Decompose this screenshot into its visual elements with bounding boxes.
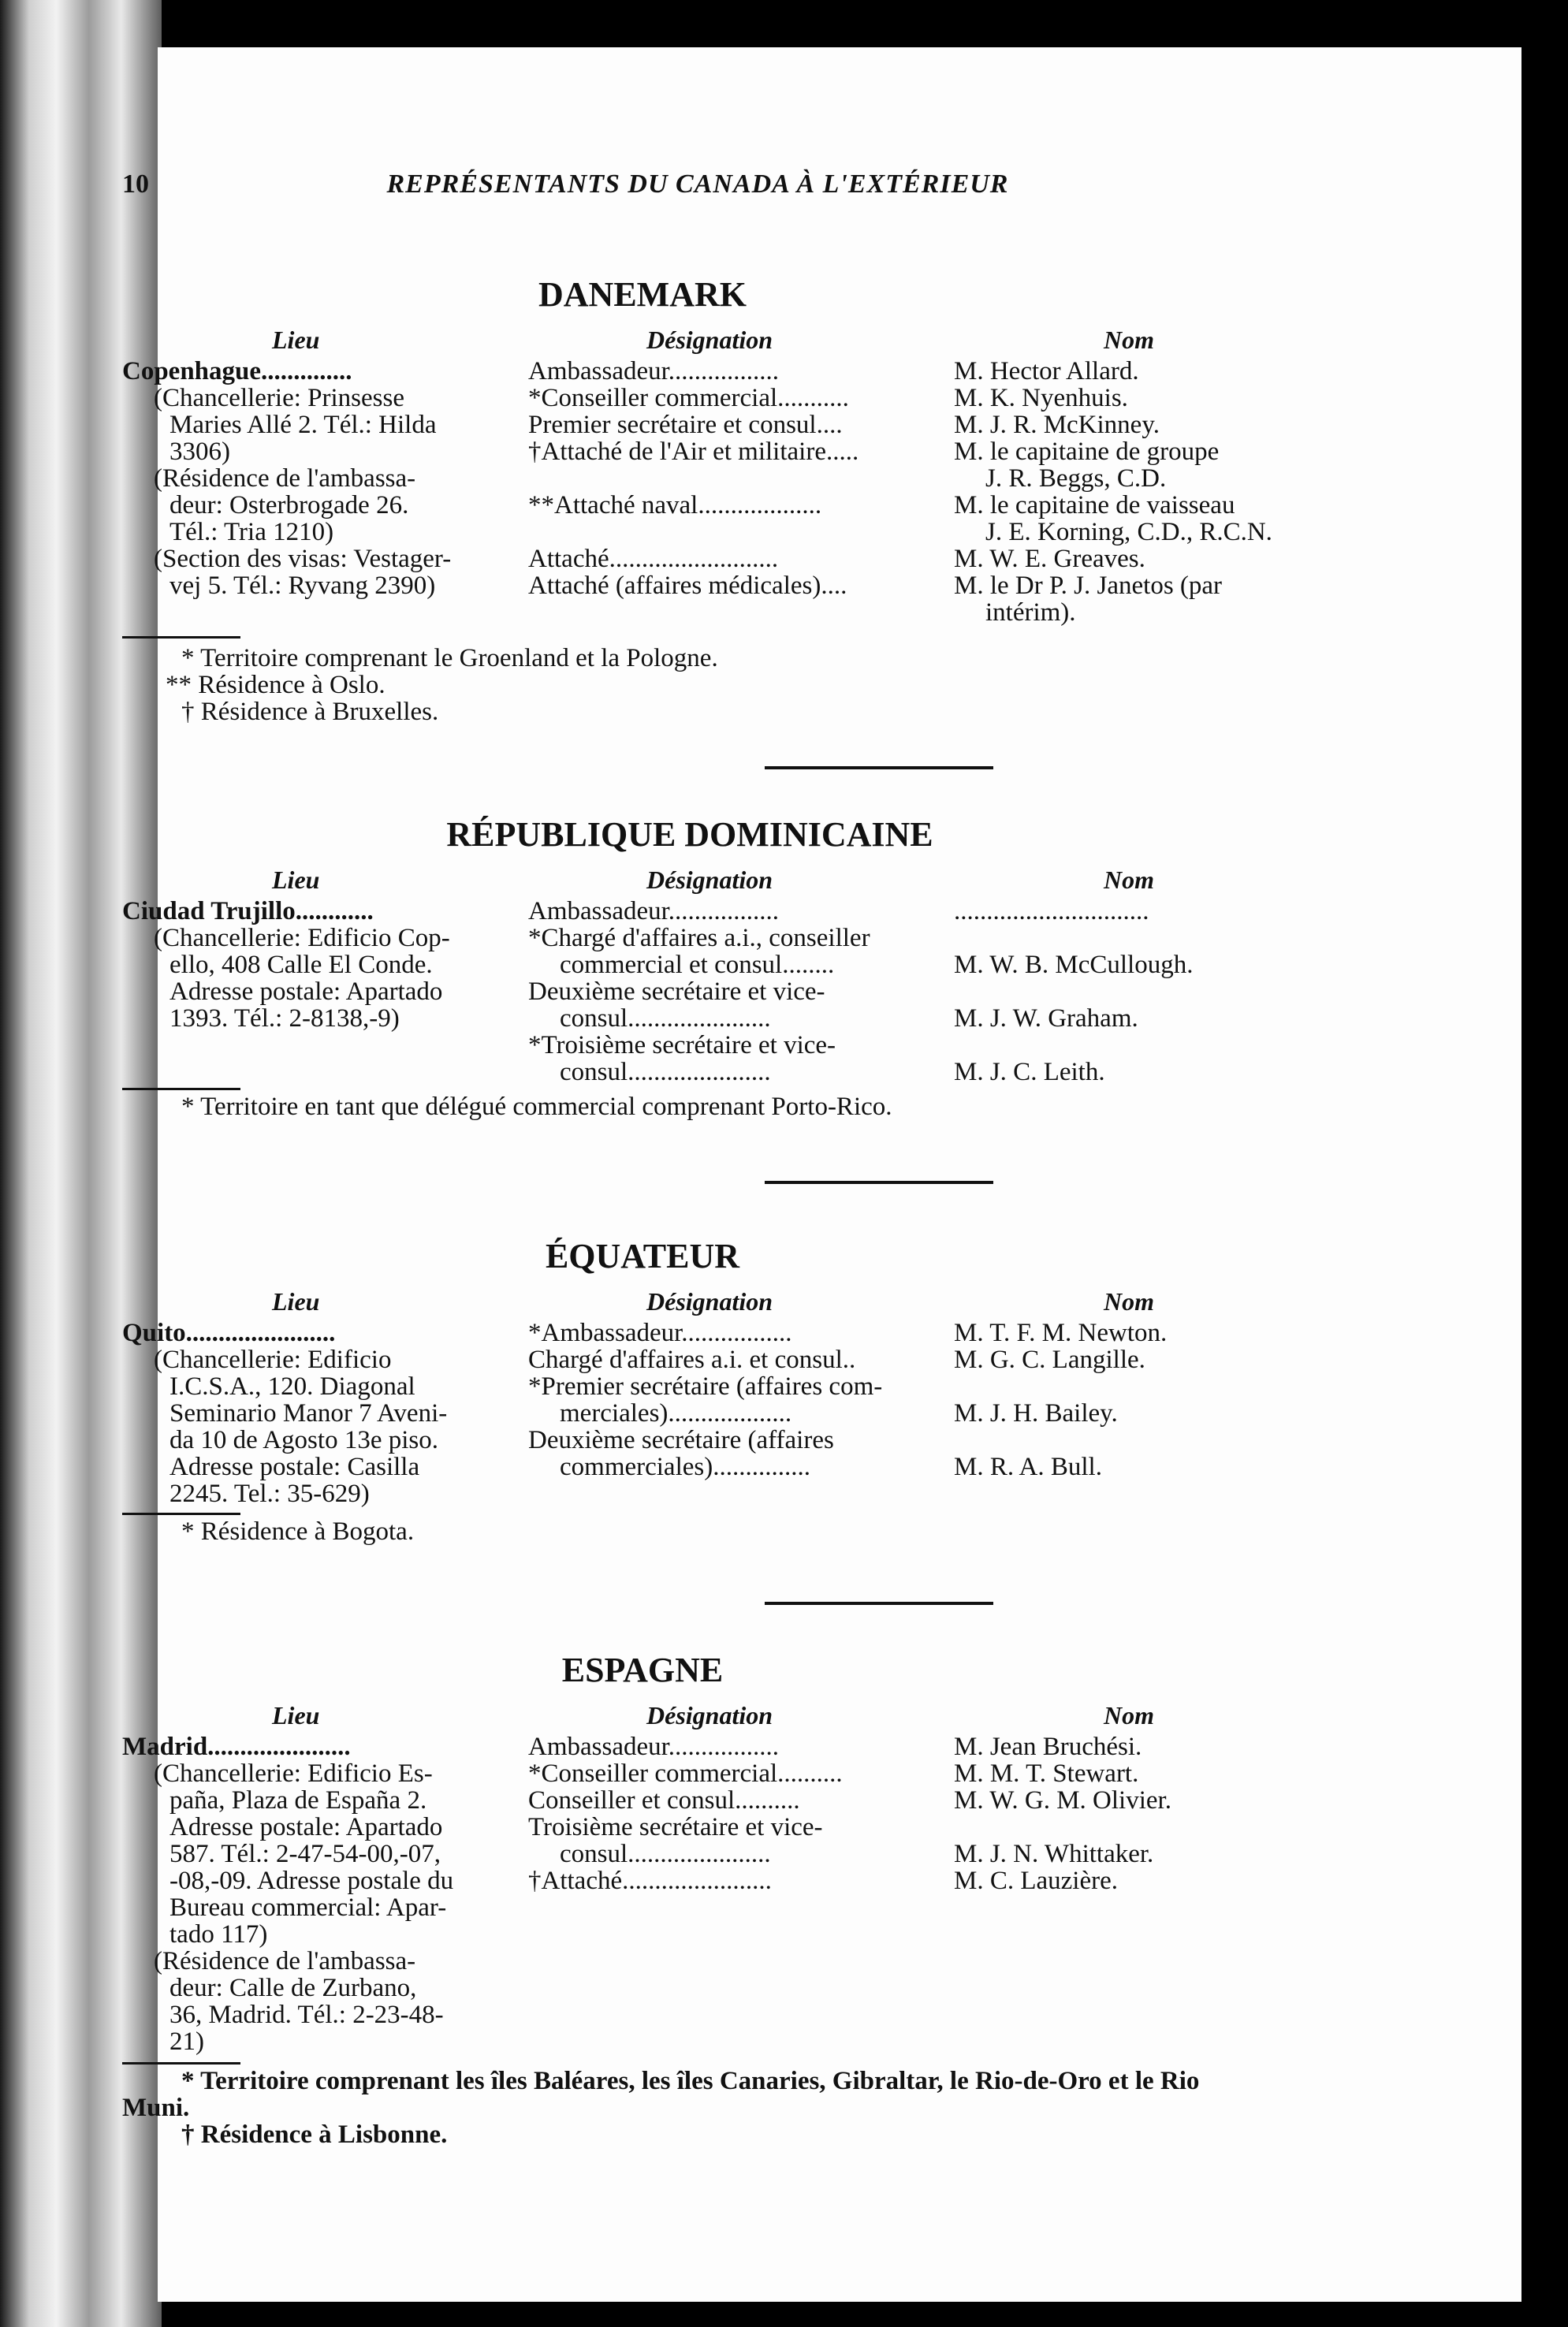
column-nom: Nom bbox=[1104, 1287, 1154, 1316]
address-line: vej 5. Tél.: Ryvang 2390) bbox=[169, 572, 436, 600]
section-separator bbox=[765, 1181, 993, 1184]
name-line: M. le capitaine de vaisseau bbox=[954, 491, 1235, 519]
designation-line: Chargé d'affaires a.i. et consul.. bbox=[528, 1346, 856, 1374]
name-line: M. J. W. Graham. bbox=[954, 1004, 1138, 1033]
address-line: Tél.: Tria 1210) bbox=[169, 518, 334, 546]
name-line: J. E. Korning, C.D., R.C.N. bbox=[985, 518, 1272, 546]
designation-column bbox=[528, 898, 946, 1085]
column-designation: Désignation bbox=[646, 1701, 773, 1729]
name-line: M. G. C. Langille. bbox=[954, 1346, 1145, 1374]
address-line: (Résidence de l'ambassa- bbox=[154, 1947, 416, 1975]
footnote-rule bbox=[122, 2062, 240, 2065]
footnote: ** Résidence à Oslo. bbox=[166, 671, 385, 699]
footnote: † Résidence à Lisbonne. bbox=[181, 2120, 448, 2149]
address-line: (Chancellerie: Edificio bbox=[154, 1346, 392, 1374]
designation-line: Ambassadeur................. bbox=[528, 357, 780, 385]
address-line: da 10 de Agosto 13e piso. bbox=[169, 1426, 438, 1454]
name-line: M. M. T. Stewart. bbox=[954, 1759, 1139, 1788]
designation-line: commerciales)............... bbox=[560, 1453, 810, 1481]
designation-line: Troisième secrétaire et vice- bbox=[528, 1813, 823, 1841]
nom-column bbox=[954, 1320, 1348, 1480]
designation-line: Deuxième secrétaire et vice- bbox=[528, 977, 825, 1006]
section-separator bbox=[765, 1602, 993, 1605]
name-line bbox=[954, 925, 1348, 951]
city-name: Madrid...................... bbox=[122, 1733, 351, 1761]
section-title: RÉPUBLIQUE DOMINICAINE bbox=[446, 815, 933, 854]
column-lieu: Lieu bbox=[272, 326, 320, 354]
designation-line: Ambassadeur................. bbox=[528, 897, 780, 925]
lieu-column bbox=[122, 1733, 512, 2055]
name-line bbox=[954, 1814, 1348, 1841]
address-line: deur: Calle de Zurbano, bbox=[169, 1974, 417, 2002]
column-lieu: Lieu bbox=[272, 1701, 320, 1729]
designation-column bbox=[528, 358, 946, 599]
address-line: (Chancellerie: Edificio Es- bbox=[154, 1759, 433, 1788]
name-line: M. J. R. McKinney. bbox=[954, 411, 1160, 439]
address-line: Seminario Manor 7 Aveni- bbox=[169, 1399, 448, 1428]
name-line: M. K. Nyenhuis. bbox=[954, 384, 1128, 412]
footnotes bbox=[122, 1518, 1320, 1545]
city-name: Copenhague.............. bbox=[122, 357, 352, 385]
footnotes bbox=[122, 1093, 1320, 1120]
address-line: Adresse postale: Apartado bbox=[169, 977, 443, 1006]
column-nom: Nom bbox=[1104, 1701, 1154, 1729]
entries-table bbox=[122, 358, 1320, 630]
designation-line: †Attaché....................... bbox=[528, 1867, 772, 1895]
designation-line: Attaché (affaires médicales).... bbox=[528, 572, 847, 600]
city-name: Ciudad Trujillo............ bbox=[122, 897, 374, 925]
footnotes bbox=[122, 2068, 1320, 2148]
lieu-column bbox=[122, 358, 512, 599]
entries-table bbox=[122, 898, 1320, 1091]
footnote: * Territoire comprenant les îles Baléares, les îles Canaries, Gibraltar, le Rio-de-Oro et le Rio bbox=[181, 2067, 1200, 2095]
address-line: 2245. Tel.: 35-629) bbox=[169, 1480, 370, 1508]
entries-table bbox=[122, 1733, 1320, 2061]
section-equateur bbox=[122, 1238, 1320, 1545]
entries-table bbox=[122, 1320, 1320, 1513]
name-line: M. Jean Bruchési. bbox=[954, 1733, 1142, 1761]
name-line: M. W. E. Greaves. bbox=[954, 545, 1145, 573]
footnotes bbox=[122, 645, 1320, 725]
footnote: * Territoire comprenant le Groenland et la Pologne. bbox=[181, 644, 718, 672]
address-line: 1393. Tél.: 2-8138,-9) bbox=[169, 1004, 400, 1033]
footnote-rule bbox=[122, 636, 240, 639]
column-designation: Désignation bbox=[646, 1287, 773, 1316]
city-name: Quito....................... bbox=[122, 1319, 336, 1347]
running-title: REPRÉSENTANTS DU CANADA À L'EXTÉRIEUR bbox=[386, 169, 1009, 199]
address-line: I.C.S.A., 120. Diagonal bbox=[169, 1372, 415, 1401]
name-line: M. J. H. Bailey. bbox=[954, 1399, 1118, 1428]
designation-line: Deuxième secrétaire (affaires bbox=[528, 1426, 834, 1454]
designation-line: *Troisième secrétaire et vice- bbox=[528, 1031, 836, 1059]
name-line: M. le capitaine de groupe bbox=[954, 437, 1220, 466]
designation-line: *Chargé d'affaires a.i., conseiller bbox=[528, 924, 870, 952]
footnote: * Territoire en tant que délégué commercial comprenant Porto-Rico. bbox=[181, 1093, 892, 1121]
column-headers bbox=[122, 326, 1320, 358]
footnote: * Résidence à Bogota. bbox=[181, 1517, 415, 1546]
address-line: -08,-09. Adresse postale du bbox=[169, 1867, 454, 1895]
name-line: M. T. F. M. Newton. bbox=[954, 1319, 1168, 1347]
column-headers bbox=[122, 1702, 1320, 1733]
designation-line: *Ambassadeur................. bbox=[528, 1319, 792, 1347]
nom-column bbox=[954, 1733, 1348, 1894]
section-title: ESPAGNE bbox=[561, 1651, 724, 1689]
section-separator bbox=[765, 766, 993, 769]
address-line: (Chancellerie: Prinsesse bbox=[154, 384, 404, 412]
column-nom: Nom bbox=[1104, 326, 1154, 354]
designation-column bbox=[528, 1733, 946, 1894]
section-dominicaine bbox=[122, 816, 1320, 1120]
nom-column bbox=[954, 898, 1348, 1085]
name-line: J. R. Beggs, C.D. bbox=[985, 464, 1167, 493]
designation-line: †Attaché de l'Air et militaire..... bbox=[528, 437, 859, 466]
address-line: paña, Plaza de España 2. bbox=[169, 1786, 427, 1815]
address-line: Maries Allé 2. Tél.: Hilda bbox=[169, 411, 437, 439]
footnote-rule bbox=[122, 1513, 240, 1515]
name-line: M. J. N. Whittaker. bbox=[954, 1840, 1154, 1868]
lieu-column bbox=[122, 1320, 512, 1507]
designation-line: Premier secrétaire et consul.... bbox=[528, 411, 843, 439]
column-headers bbox=[122, 1288, 1320, 1320]
address-line: 36, Madrid. Tél.: 2-23-48- bbox=[169, 2001, 444, 2029]
name-line: intérim). bbox=[985, 598, 1076, 627]
designation-line: Attaché.......................... bbox=[528, 545, 779, 573]
designation-column bbox=[528, 1320, 946, 1480]
name-line bbox=[954, 978, 1348, 1005]
footnote: Muni. bbox=[122, 2094, 190, 2122]
lieu-column bbox=[122, 898, 512, 1032]
name-line: M. J. C. Leith. bbox=[954, 1058, 1105, 1086]
name-line bbox=[954, 1032, 1348, 1059]
designation-line: *Conseiller commercial.......... bbox=[528, 1759, 843, 1788]
name-line: .............................. bbox=[954, 897, 1149, 925]
designation-line: consul...................... bbox=[560, 1004, 771, 1033]
column-designation: Désignation bbox=[646, 326, 773, 354]
designation-line: **Attaché naval................... bbox=[528, 491, 822, 519]
address-line: (Section des visas: Vestager- bbox=[154, 545, 452, 573]
address-line: (Chancellerie: Edificio Cop- bbox=[154, 924, 450, 952]
address-line: tado 117) bbox=[169, 1920, 268, 1949]
designation-line: *Conseiller commercial........... bbox=[528, 384, 849, 412]
name-line: M. Hector Allard. bbox=[954, 357, 1139, 385]
designation-line bbox=[528, 465, 946, 492]
address-line: ello, 408 Calle El Conde. bbox=[169, 951, 433, 979]
designation-line: consul...................... bbox=[560, 1058, 771, 1086]
address-line: 21) bbox=[169, 2027, 204, 2056]
designation-line: consul...................... bbox=[560, 1840, 771, 1868]
address-line: 3306) bbox=[169, 437, 230, 466]
designation-line: commercial et consul........ bbox=[560, 951, 835, 979]
column-lieu: Lieu bbox=[272, 866, 320, 894]
address-line: Bureau commercial: Apar- bbox=[169, 1893, 447, 1922]
address-line: Adresse postale: Apartado bbox=[169, 1813, 443, 1841]
address-line: Adresse postale: Casilla bbox=[169, 1453, 420, 1481]
column-designation: Désignation bbox=[646, 866, 773, 894]
address-line: (Résidence de l'ambassa- bbox=[154, 464, 416, 493]
designation-line: Ambassadeur................. bbox=[528, 1733, 780, 1761]
page-right-edge bbox=[1521, 47, 1568, 2302]
name-line bbox=[954, 1373, 1348, 1400]
name-line: M. le Dr P. J. Janetos (par bbox=[954, 572, 1223, 600]
page-number: 10 bbox=[122, 169, 149, 199]
nom-column bbox=[954, 358, 1348, 626]
address-line: 587. Tél.: 2-47-54-00,-07, bbox=[169, 1840, 441, 1868]
column-nom: Nom bbox=[1104, 866, 1154, 894]
designation-line bbox=[528, 519, 946, 545]
address-line: deur: Osterbrogade 26. bbox=[169, 491, 409, 519]
name-line bbox=[954, 1427, 1348, 1454]
name-line: M. W. B. McCullough. bbox=[954, 951, 1194, 979]
name-line: M. W. G. M. Olivier. bbox=[954, 1786, 1171, 1815]
section-title: DANEMARK bbox=[538, 275, 747, 314]
section-espagne bbox=[122, 1651, 1320, 2148]
name-line: M. C. Lauzière. bbox=[954, 1867, 1119, 1895]
name-line: M. R. A. Bull. bbox=[954, 1453, 1102, 1481]
section-title: ÉQUATEUR bbox=[545, 1237, 740, 1275]
column-headers bbox=[122, 866, 1320, 898]
column-lieu: Lieu bbox=[272, 1287, 320, 1316]
section-danemark bbox=[122, 276, 1320, 725]
footnote: † Résidence à Bruxelles. bbox=[181, 698, 439, 726]
designation-line: *Premier secrétaire (affaires com- bbox=[528, 1372, 883, 1401]
designation-line: Conseiller et consul.......... bbox=[528, 1786, 800, 1815]
designation-line: merciales)................... bbox=[560, 1399, 792, 1428]
